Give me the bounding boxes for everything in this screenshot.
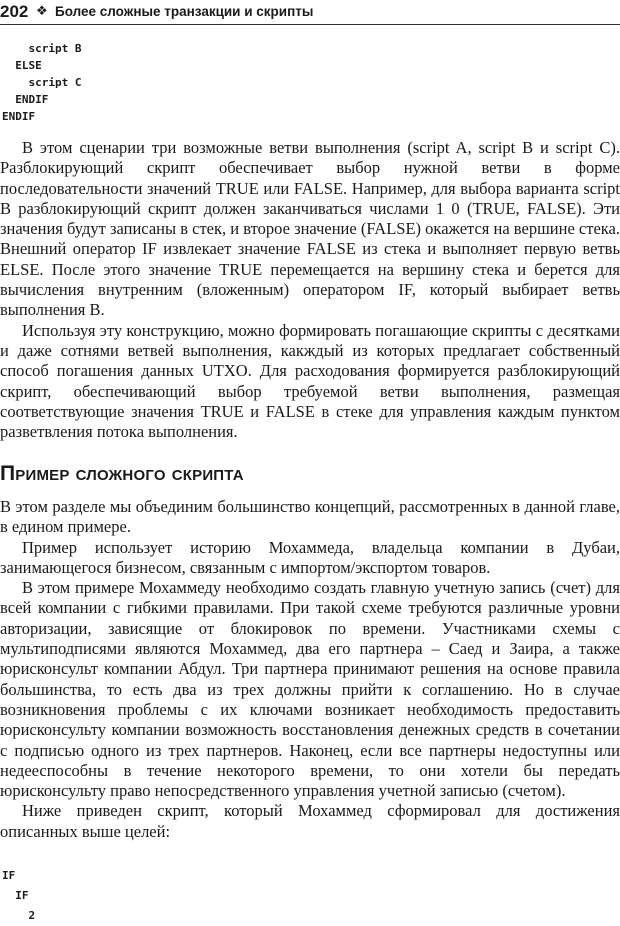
- paragraph: В этом сценарии три возможные ветви выполнения (script A, script B и script C). Разблокирующий скрипт обеспечивает выбор нужной ветви в форме последовательности значений TRUE или FALSE. Например, для выбора варианта script B разблокирующий скрипт должен заканчиваться числами 1 0 (TRUE, FALSE). Эти значения будут записаны в стек, и второе значение (FALSE) окажется на вершине стека. Внешний оператор IF извлекает значение FALSE из стека и выполняет первую ветвь ELSE. После этого значение TRUE перемещается на вершину стека и берется для вычисления внутренним (вложенным) оператором IF, который выбирает ветвь выполнения B.: [0, 138, 620, 320]
- text-section-branches: [0, 138, 620, 442]
- paragraph: В этом примере Мохаммеду необходимо создать главную учетную запись (счет) для всей компании с гибкими правилами. При такой схеме требуются различные уровни авторизации, зависящие от блокировок по времени. Участниками схемы с мультиподписями являются Мохаммед, два его партнера – Саед и Заира, а также юрисконсульт компании Абдул. Три партнера принимают решения на основе правила большинства, то есть два из трех должны прийти к соглашению. Но в случае возникновения проблемы с их ключами возникает необходимость предоставить юрисконсульту компании возможность восстановления денежных средств в сочетании с подписью одного из трех партнеров. Наконец, если все партнеры недоступны или недееспособны в течение некоторого времени, то они хотели бы передать юрисконсульту право непосредственного управления учетной записью (счетом).: [0, 578, 620, 801]
- text-section-example: [0, 497, 620, 842]
- code-listing-bottom: IF IF 2: [2, 869, 36, 922]
- diamond-separator-icon: ❖: [36, 3, 48, 18]
- running-header: [0, 2, 620, 25]
- paragraph: В этом разделе мы объединим большинство концепций, рассмотренных в данной главе, в едином примере.: [0, 497, 620, 537]
- code-listing-top: script B ELSE script C ENDIF ENDIF: [2, 42, 82, 123]
- section-heading: Пример сложного скрипта: [0, 462, 244, 485]
- paragraph: Пример использует историю Мохаммеда, владельца компании в Дубаи, занимающегося бизнесом, связанным с импортом/экспортом товаров.: [0, 537, 620, 577]
- page-number: 202: [0, 2, 29, 21]
- chapter-title: Более сложные транзакции и скрипты: [55, 4, 314, 19]
- paragraph: Используя эту конструкцию, можно формировать погашающие скрипты с десятками и даже сотнями ветвей выполнения, какждый из которых предлагает собственный способ погашения данных UTXO. Для расходования формируется разблокирующий скрипт, обеспечивающий выбор требуемой ветви выполнения, размещая соответствующие значения TRUE и FALSE в стеке для управления каждым пунктом разветвления потока выполнения.: [0, 320, 620, 442]
- paragraph: Ниже приведен скрипт, который Мохаммед сформировал для достижения описанных выше целей:: [0, 801, 620, 841]
